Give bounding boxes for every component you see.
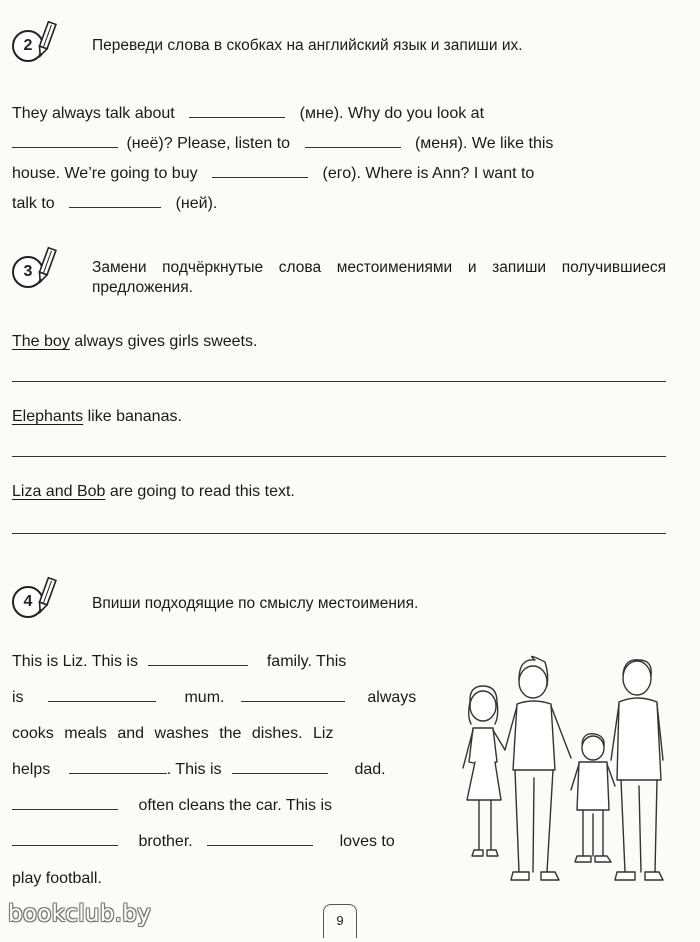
- answer-blank[interactable]: [12, 831, 118, 846]
- girl-figure: [463, 686, 505, 856]
- answer-line[interactable]: [12, 456, 666, 457]
- ex3-sentence-1: The boy always gives girls sweets.: [12, 333, 258, 350]
- exercise-3-instruction: Замени подчёркнутые слова местоимениями и запиши получившиеся предложения.: [92, 259, 666, 296]
- ex4-line-5: often cleans the car. This is: [12, 795, 332, 817]
- father-figure: [611, 660, 663, 880]
- pencil-icon: [34, 20, 58, 60]
- answer-blank[interactable]: [69, 759, 167, 774]
- ex3-sentence-3: Liza and Bob are going to read this text.: [12, 483, 295, 500]
- answer-line[interactable]: [12, 533, 666, 534]
- exercise-2-badge: [12, 24, 52, 64]
- answer-blank[interactable]: [12, 133, 118, 148]
- ex4-line-7: play football.: [12, 870, 102, 887]
- exercise-number: 3: [12, 256, 44, 288]
- exercise-2-instruction: Переведи слова в скобках на английский язык и запиши их.: [92, 37, 523, 54]
- exercise-4-badge: [12, 580, 52, 620]
- answer-blank[interactable]: [69, 193, 161, 208]
- ex4-line-2: is mum. always: [12, 689, 417, 706]
- ex2-line-4: talk to (ней).: [12, 195, 218, 212]
- ex2-line-1: They always talk about (мне). Why do you look at: [12, 105, 485, 122]
- answer-blank[interactable]: [12, 795, 118, 810]
- exercise-3-badge: [12, 250, 52, 290]
- ex4-line-6: brother. loves to: [12, 831, 395, 853]
- family-illustration: [455, 650, 670, 890]
- ex2-line-3: house. We’re going to buy (его). Where is Ann? I want to: [12, 165, 535, 182]
- answer-blank[interactable]: [241, 687, 345, 702]
- answer-blank[interactable]: [212, 163, 308, 178]
- answer-blank[interactable]: [207, 831, 313, 846]
- ex4-line-3: cooks meals and washes the dishes. Liz: [12, 725, 334, 742]
- answer-blank[interactable]: [232, 759, 328, 774]
- pencil-icon: [34, 246, 58, 286]
- exercise-number: 4: [12, 586, 44, 618]
- ex3-sentence-2: Elephants like bananas.: [12, 408, 182, 425]
- mother-figure: [505, 656, 571, 880]
- answer-blank[interactable]: [305, 133, 401, 148]
- answer-blank[interactable]: [189, 103, 285, 118]
- answer-blank[interactable]: [148, 651, 248, 666]
- exercise-4-instruction: Впиши подходящие по смыслу местоимения.: [92, 595, 419, 612]
- answer-line[interactable]: [12, 381, 666, 382]
- ex2-line-2: (неё)? Please, listen to (меня). We like this: [12, 133, 553, 155]
- page-number: 9: [323, 904, 357, 938]
- ex4-line-1: This is Liz. This is family. This: [12, 653, 347, 670]
- exercise-number: 2: [12, 30, 44, 62]
- watermark: bookclub.by: [8, 901, 152, 927]
- ex4-line-4: helps . This is dad.: [12, 761, 386, 778]
- pencil-icon: [34, 576, 58, 616]
- boy-figure: [571, 734, 615, 862]
- answer-blank[interactable]: [48, 687, 156, 702]
